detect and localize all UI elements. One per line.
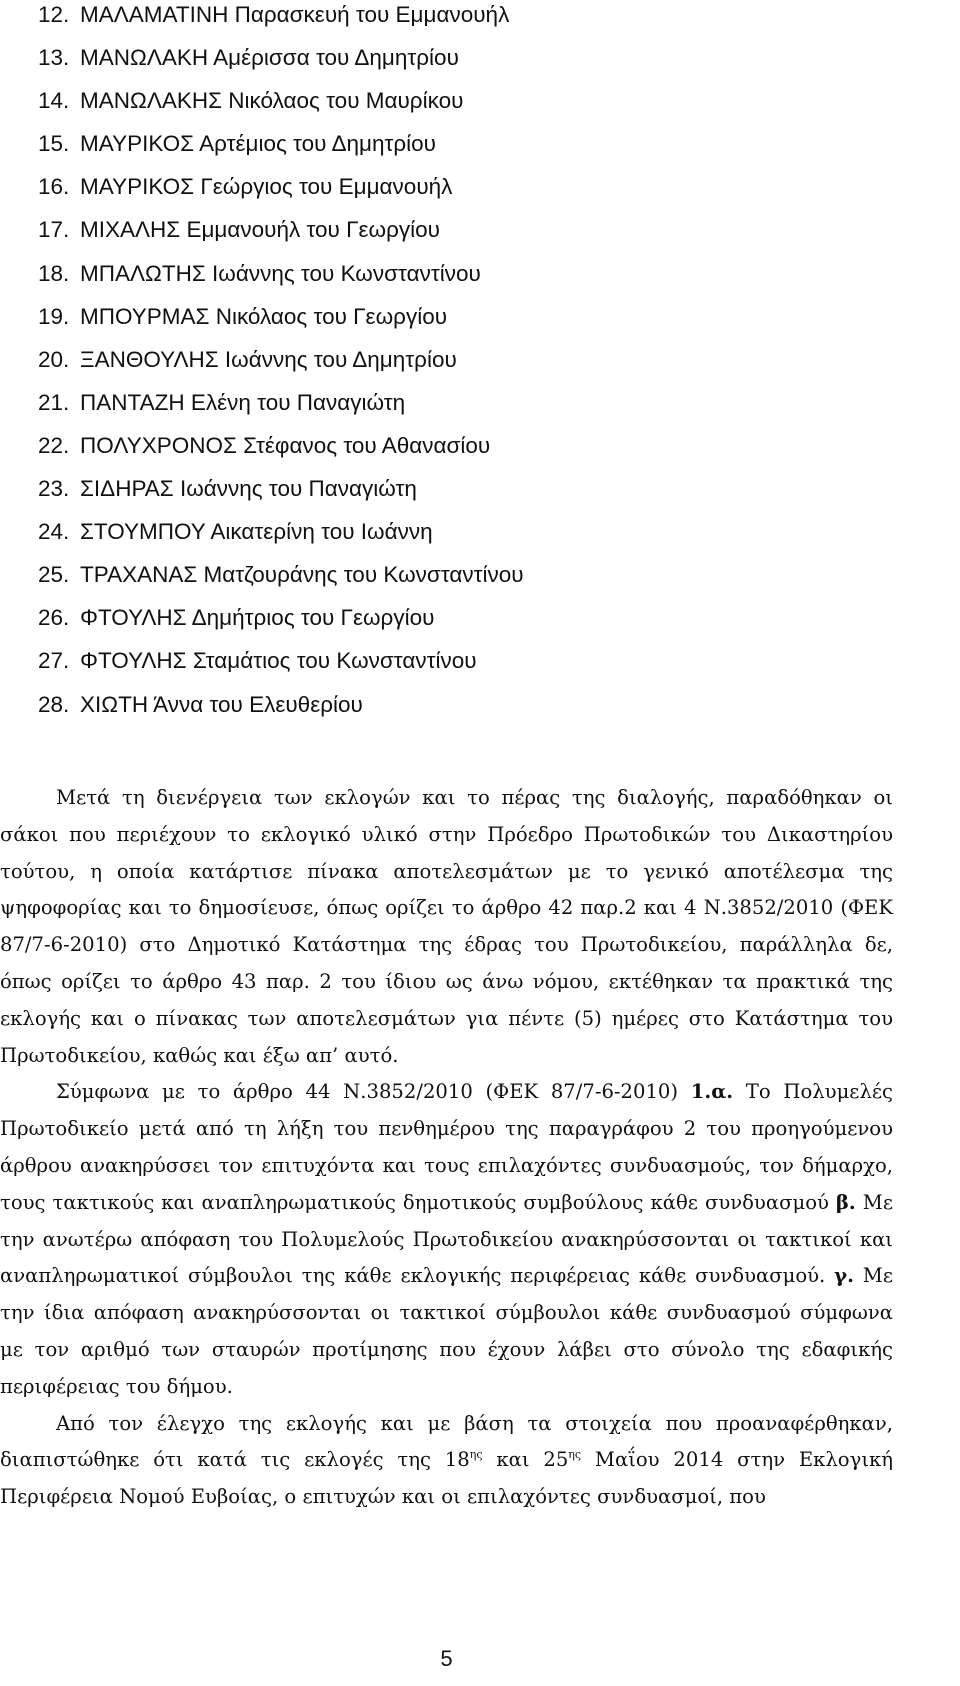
list-item (38, 43, 938, 86)
list-item-number: 17. (38, 217, 70, 243)
list-item-name: ΤΡΑΧΑΝΑΣ Ματζουράνης του Κωνσταντίνου (80, 562, 524, 588)
ordinal-suffix: ης (568, 1448, 582, 1462)
verification-text: Μαΐου 2014 στην Εκλογική Περιφέρεια Νομού Ευβοίας, ο επιτυχών και οι επιλαχόντες συνδυασμοί, που (0, 1448, 893, 1509)
list-item-name: ΜΠΑΛΩΤΗΣ Ιωάννης του Κωνσταντίνου (80, 260, 481, 286)
paragraph-article-44 (0, 1074, 893, 1405)
list-item-name: ΧΙΩΤΗ Άννα του Ελευθερίου (80, 691, 363, 717)
paragraph-verification (0, 1406, 893, 1516)
list-item-number: 26. (38, 605, 70, 631)
ordinal-suffix: ης (469, 1448, 483, 1462)
list-item-name: ΦΤΟΥΛΗΣ Δημήτριος του Γεωργίου (80, 605, 435, 631)
article-text: Με την ίδια απόφαση ανακηρύσσονται οι τακτικοί σύμβουλοι κάθε συνδυασμού σύμφωνα με τον αριθμό των σταυρών προτίμησης που έχουν λάβει στο σύνολο της εδαφικής περιφέρειας του δήμου. (0, 1264, 893, 1398)
list-item (38, 129, 938, 172)
list-item-number: 19. (38, 303, 70, 329)
clause-marker-1a: 1.α. (690, 1080, 734, 1104)
list-item (38, 86, 938, 129)
page-number: 5 (440, 1646, 453, 1671)
verification-text: και 25 (482, 1448, 569, 1472)
list-item (38, 302, 938, 345)
article-text: Με την ανωτέρω απόφαση του Πολυμελούς Πρωτοδικείου ανακηρύσσονται οι τακτικοί και αναπληρωματικοί σύμβουλοι της κάθε εκλογικής περιφέρειας κάθε συνδυασμού. (0, 1190, 893, 1288)
list-item (38, 431, 938, 474)
list-item (38, 388, 938, 431)
list-item (38, 517, 938, 560)
list-item-name: ΜΑΥΡΙΚΟΣ Γεώργιος του Εμμανουήλ (80, 174, 453, 200)
document-body (0, 780, 893, 1516)
list-item-number: 27. (38, 648, 70, 674)
list-item-number: 23. (38, 476, 70, 502)
list-item (38, 0, 938, 43)
list-item (38, 474, 938, 517)
list-item-name: ΠΑΝΤΑΖΗ Ελένη του Παναγιώτη (80, 389, 406, 415)
list-item-number: 12. (38, 2, 70, 27)
list-item-number: 22. (38, 432, 70, 458)
list-item-name: ΜΙΧΑΛΗΣ Εμμανουήλ του Γεωργίου (80, 217, 440, 243)
list-item-number: 18. (38, 260, 70, 286)
list-item-name: ΜΑΝΩΛΑΚΗΣ Νικόλαος του Μαυρίκου (80, 88, 464, 114)
list-item-name: ΜΠΟΥΡΜΑΣ Νικόλαος του Γεωργίου (80, 303, 448, 329)
list-item-name: ΜΑΛΑΜΑΤΙΝΗ Παρασκευή του Εμμανουήλ (80, 2, 510, 27)
list-item-number: 28. (38, 691, 70, 717)
clause-marker-b: β. (835, 1190, 856, 1214)
list-item-number: 25. (38, 562, 70, 588)
list-item-number: 14. (38, 88, 70, 114)
list-item-number: 13. (38, 45, 70, 71)
list-item (38, 560, 938, 603)
list-item (38, 646, 938, 689)
list-item-number: 20. (38, 346, 70, 372)
paragraph-election-results: Μετά τη διενέργεια των εκλογών και το πέρας της διαλογής, παραδόθηκαν οι σάκοι που περιέχουν το εκλογικό υλικό στην Πρόεδρο Πρωτοδικών του Δικαστηρίου τούτου, η οποία κατάρτισε πίνακα αποτελεσμάτων με το γενικό αποτέλεσμα της ψηφοφορίας και το δημοσίευσε, όπως ορίζει το άρθρο 42 παρ.2 και 4 Ν.3852/2010 (ΦΕΚ 87/7-6-2010) στο Δημοτικό Κατάστημα της έδρας του Πρωτοδικείου, παράλληλα δε, όπως ορίζει το άρθρο 43 παρ. 2 του ίδιου ως άνω νόμου, εκτέθηκαν τα πρακτικά της εκλογής και ο πίνακας των αποτελεσμάτων για πέντε (5) ημέρες στο Κατάστημα του Πρωτοδικείου, καθώς και έξω απ’ αυτό. (0, 786, 893, 1067)
list-item (38, 172, 938, 215)
clause-marker-c: γ. (834, 1264, 854, 1288)
list-item-name: ΠΟΛΥΧΡΟΝΟΣ Στέφανος του Αθανασίου (80, 432, 491, 458)
candidate-list (38, 0, 938, 733)
list-item-number: 15. (38, 131, 70, 157)
list-item-name: ΦΤΟΥΛΗΣ Σταμάτιος του Κωνσταντίνου (80, 648, 477, 674)
list-item-number: 16. (38, 174, 70, 200)
list-item (38, 259, 938, 302)
list-item-name: ΜΑΥΡΙΚΟΣ Αρτέμιος του Δημητρίου (80, 131, 436, 157)
list-item-number: 24. (38, 519, 70, 545)
list-item (38, 690, 938, 733)
list-item-name: ΣΤΟΥΜΠΟΥ Αικατερίνη του Ιωάννη (80, 519, 433, 545)
list-item (38, 345, 938, 388)
list-item-name: ΞΑΝΘΟΥΛΗΣ Ιωάννης του Δημητρίου (80, 346, 457, 372)
list-item (38, 215, 938, 258)
article-text: Σύμφωνα με το άρθρο 44 Ν.3852/2010 (ΦΕΚ 87/7-6-2010) (56, 1080, 691, 1104)
list-item-name: ΜΑΝΩΛΑΚΗ Αμέρισσα του Δημητρίου (80, 45, 459, 71)
verification-text: Από τον έλεγχο της εκλογής και με βάση τα στοιχεία που προαναφέρθηκαν, διαπιστώθηκε ότι κατά τις εκλογές της 18 (0, 1411, 893, 1472)
list-item-number: 21. (38, 389, 70, 415)
list-item-name: ΣΙΔΗΡΑΣ Ιωάννης του Παναγιώτη (80, 476, 417, 502)
list-item (38, 603, 938, 646)
article-text: Το Πολυμελές Πρωτοδικείο μετά από τη λήξη του πενθημέρου της παραγράφου 2 του προηγούμενου άρθρου ανακηρύσσει τον επιτυχόντα και τους επιλαχόντες συνδυασμούς, τον δήμαρχο, τους τακτικούς και αναπληρωματικούς δημοτικούς συμβούλους κάθε συνδυασμού (0, 1080, 893, 1214)
